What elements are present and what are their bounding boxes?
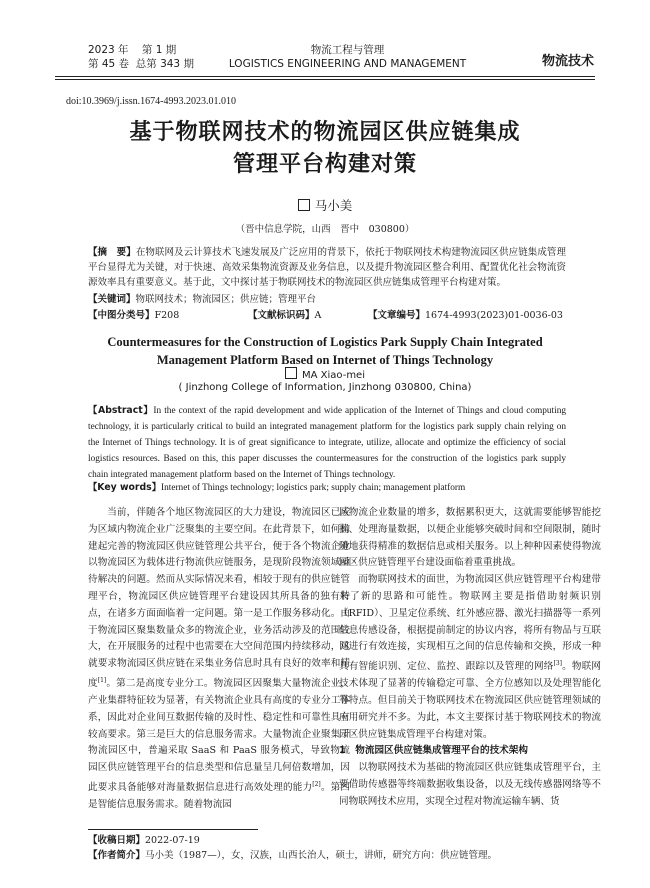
doi: doi:10.3969/j.issn.1674-4993.2023.01.010 — [66, 96, 237, 107]
keywords-en-text: Internet of Things technology; logistics park; supply chain; management platform — [161, 483, 466, 493]
keywords-cn — [88, 292, 566, 307]
abstract-en-label: 【Abstract】 — [88, 405, 154, 416]
classification-row — [88, 308, 566, 323]
body-text: 当前，伴随各个地区物流园区的大力建设，物流园区已成为区域内物流企业广泛聚集的主要空间。在此背景下，如何构建起完善的物流园区供应链管理公共平台，便于各个物流企业以物流园区为载体进行物流供应链服务，是现阶段物流领域亟待解决的问题。然而从实际情况来看，相较于现有的供应链管理平台，物流园区供应链管理平台建设因其所具备的独有特点，在诸多方面面临着一定问题。第一是工作服务移动化。由于物流园区聚集数量众多的物流企业，业务活动涉及的范围较大，在开展服务的过程中也需要在大空间范围内持续移动，这就要求物流园区供应链在采集业务信息时具有良好的效率和精度 — [88, 507, 350, 690]
keywords-cn-text: 物联网技术；物流园区；供应链；管理平台 — [135, 294, 317, 305]
keywords-en — [88, 480, 566, 496]
doc-code-label: 【文献标识码】 — [248, 310, 315, 321]
doc-code-value: A — [314, 310, 322, 321]
issue-info — [88, 43, 194, 71]
abstract-cn-label: 【摘 要】 — [88, 247, 136, 258]
article-no-label: 【文章编号】 — [368, 310, 426, 321]
total-issue: 总第 343 期 — [135, 58, 194, 70]
author-line-en — [0, 367, 650, 381]
section-heading: 1 物流园区供应链集成管理平台的技术架构 — [339, 745, 528, 757]
keywords-cn-label: 【关键词】 — [88, 294, 136, 305]
footnote — [88, 833, 497, 863]
title-en-line-1: Countermeasures for the Construction of Logistics Park Supply Chain Integrated — [107, 335, 543, 349]
body-paragraph: 以物联网技术为基础的物流园区供应链集成管理平台，主要借助传感器等终端数据收集设备，以及无线传感器网络等不同物联网技术应用，实现全过程对物流运输车辆、货 — [339, 762, 601, 807]
article-title — [40, 116, 610, 180]
body-paragraph — [88, 505, 350, 814]
article-title-en — [40, 333, 610, 369]
body-paragraph — [339, 572, 601, 743]
clc-value: F208 — [154, 310, 180, 321]
affiliation-en: ( Jinzhong College of Information, Jinzhong 030800, China) — [178, 382, 472, 393]
citation-ref: [2] — [312, 780, 321, 788]
author-marker-box-en — [285, 367, 297, 379]
article-no-value: 1674-4993(2023)01-0036-03 — [425, 310, 563, 321]
keywords-en-label: 【Key words】 — [88, 482, 161, 493]
abstract-cn-text: 在物联网及云计算技术飞速发展及广泛应用的背景下，依托于物联网技术构建物流园区供应链集成管理平台显得尤为关键，对于快速、高效采集物流资源及业务信息，以及提升物流园区整合利用、配置优化社会物流资源效率具有重要意义。基于此，文中探讨基于物联网技术的物流园区供应链集成管理平台构建对策。 — [88, 247, 566, 288]
title-line-1: 基于物联网技术的物流园区供应链集成 — [129, 119, 521, 145]
affiliation: （晋中信息学院，山西 晋中 030800） — [235, 224, 415, 235]
body-paragraph: 区物流企业数量的增多，数据累积更大，这就需要能够智能挖掘、处理海量数据，以便企业能够突破时间和空间限制，随时随地获得精准的数据信息或相关服务。以上种种因素使得物流园区供应链管理平台建设面临着重重挑战。 — [339, 507, 601, 569]
abstract-en-text: In the context of the rapid development and wide application of the Internet of Things and cloud computing technology, it is particularly critical to build an integrated management platform for the logistics park supply chain relying on the Internet of Things technology. It is of great significance to integrate, utilize, allocate and optimize the efficiency of social logistics resources. Based on this, this paper discusses the countermeasures for the construction of the logistics park supply chain integrated management platform based on the Internet of Things technology. — [88, 406, 566, 480]
citation-ref: [1] — [97, 676, 107, 684]
body-text: 。第二是高度专业分工。物流园区因聚集大量物流企业，产业集群特征较为显著，有关物流企业具有高度的专业分工体系，因此对企业间互数据传输的及时性、稳定性和可靠性具有较高要求。第三是巨大的信息服务需求。大量物流企业聚集于物流园区中，普遍采取 SaaS 和 PaaS 服务模式，导致物流园区供应链管理平台的信息类型和信息量呈几何倍数增加，因此要求具备能够对海量数据信息进行高效处理的能力 — [88, 678, 350, 794]
issue: 第 1 期 — [141, 44, 177, 56]
header-rule-thick — [55, 76, 595, 77]
author-name-en: MA Xiao-mei — [302, 370, 365, 381]
received-date: 2022-07-19 — [145, 835, 200, 846]
author-bio: 马小美（1987—），女，汉族，山西长治人，硕士，讲师，研究方向：供应链管理。 — [145, 850, 497, 861]
journal-name-cn: 物流工程与管理 — [310, 44, 385, 56]
title-line-2: 管理平台构建对策 — [232, 151, 417, 177]
section-name: 物流技术 — [541, 54, 594, 69]
title-en-line-2: Management Platform Based on Internet of Things Technology — [156, 353, 494, 367]
author-marker-box — [298, 199, 310, 211]
body-column-right — [339, 505, 601, 811]
footnote-rule — [88, 829, 258, 830]
citation-ref: [3] — [553, 660, 562, 668]
body-text: 而物联网技术的面世，为物流园区供应链管理平台构建带来了新的思路和可能性。物联网主要是指借助射频识别（RFID）、卫星定位系统、红外感应器、激光扫描器等一系列信息传感设备，根据提前制定的协议内容，将所有物品与互联网进行有效连接，实现相互之间的信息传输和交换，形成一种具有智能识别、定位、监控、跟踪以及管理的网络 — [339, 574, 601, 673]
author-line — [0, 196, 650, 214]
header-rule-thin — [55, 79, 595, 80]
abstract-en — [88, 403, 566, 483]
author-bio-label: 【作者简介】 — [88, 850, 146, 861]
volume: 第 45 卷 — [88, 58, 130, 70]
author-name: 马小美 — [314, 198, 353, 213]
year: 2023 年 — [88, 44, 129, 56]
journal-name-en: LOGISTICS ENGINEERING AND MANAGEMENT — [228, 58, 467, 70]
abstract-cn — [88, 245, 566, 290]
journal-name — [215, 43, 480, 71]
clc-label: 【中图分类号】 — [88, 310, 155, 321]
body-text: 。物联网技术体现了显著的传输稳定可靠、全方位感知以及处理智能化等特点。但目前关于物联网技术在物流园区供应链管理领域的应用研究并不多。为此，本文主要探讨基于物联网技术的物流园区供应链集成管理平台构建对策。 — [339, 661, 601, 740]
body-column-left — [88, 505, 350, 814]
body-text: 。第四是智能信息服务需求。随着物流园 — [88, 782, 350, 810]
received-date-label: 【收稿日期】 — [88, 835, 146, 846]
